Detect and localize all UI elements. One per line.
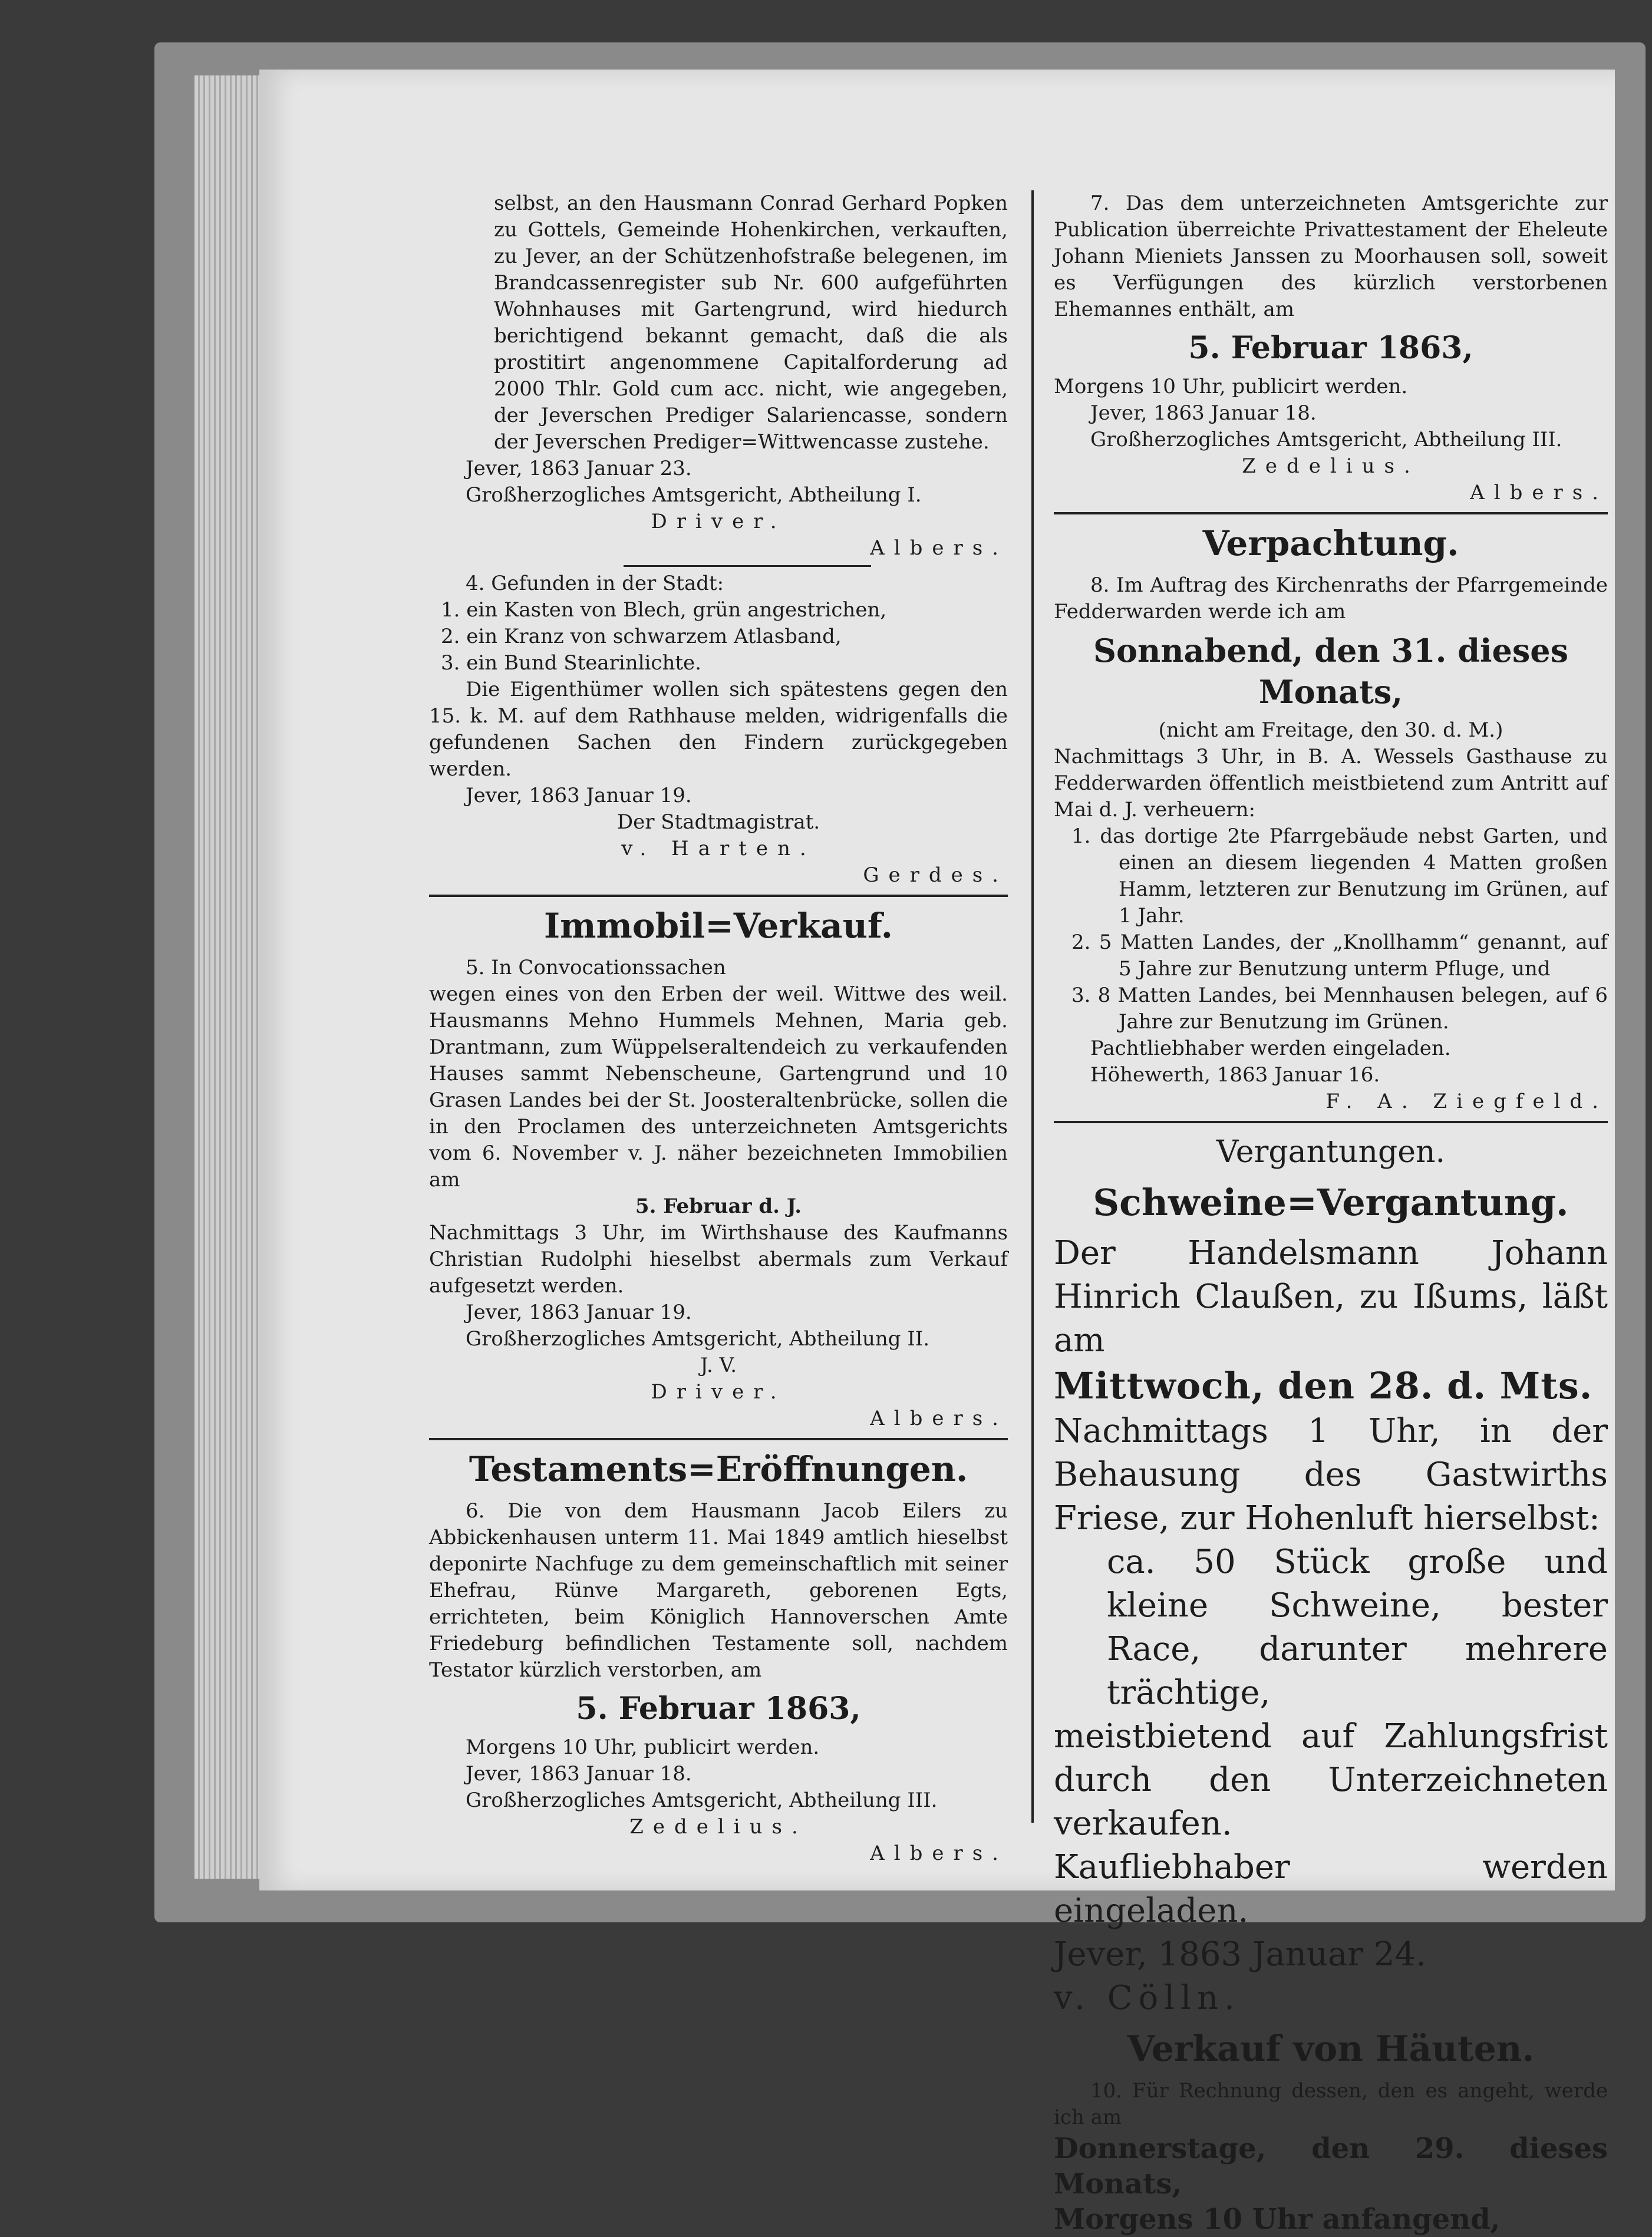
notice-8-signature: F. A. Ziegfeld. [1325,1090,1608,1113]
notice-8-invite: Pachtliebhaber werden eingeladen. [1090,1037,1451,1060]
notice-7-signature-1: Zedelius. [1242,454,1420,478]
notice-5-intro: 5. In Convocationssachen [466,956,726,979]
haeute-heading: Verkauf von Häuten. [1127,2028,1535,2070]
notice-office: Großherzogliches Amtsgericht, Abtheilung I. [466,483,922,507]
notice-8-date: Höhewerth, 1863 Januar 16. [1090,1063,1380,1087]
vergantungen-heading: Vergantungen. [1216,1134,1446,1170]
notice-4-text: Die Eigenthümer wollen sich spätestens gegen den 15. k. M. auf dem Rathhause melden, widrigenfalls die gefundenen Sachen den Findern zurückgegeben werden. [429,678,1008,781]
notice-7-date-big: 5. Februar 1863, [1188,330,1473,366]
notice-continuation: selbst, an den Hausmann Conrad Gerhard Popken zu Gottels, Gemeinde Hohenkirchen, verkauften, zu Jever, an der Schützenhofstraße belegenen, im Brandcassenregister sub Nr. 600 aufgeführten Wohnhauses mit Gartengrund, wird hiedurch berichtigend bekannt gemacht, daß die als prostitirt angenommene Capitalforderung ad 2000 Thlr. Gold cum acc. nicht, wie angegeben, der Jeverschen Prediger Salariencasse, sondern der Jeverschen Prediger=Wittwencasse zustehe. [494,192,1008,454]
notice-4-signature-1: v. Harten. [621,837,816,860]
notice-7-time: Morgens 10 Uhr, publicirt werden. [1054,375,1408,398]
notice-signature-2: Albers. [870,536,1008,560]
notice-4-item: 2. ein Kranz von schwarzem Atlasband, [441,625,842,648]
notice-4-signature-2: Gerdes. [863,863,1008,887]
notice-9-text-4: meistbietend auf Zahlungsfrist durch den Unterzeichneten verkaufen. [1054,1717,1608,1843]
notice-8-date-big: Sonnabend, den 31. dieses Monats, [1093,632,1568,711]
notice-8-item: 3. 8 Matten Landes, bei Mennhausen belegen, auf 6 Jahre zur Benutzung im Grünen. [1071,984,1608,1034]
notice-5-office: Großherzogliches Amtsgericht, Abtheilung II. [466,1327,929,1351]
left-column [429,190,1008,1867]
notice-5-iv: J. V. [700,1354,737,1377]
notice-6-date-big: 5. Februar 1863, [576,1691,861,1727]
notice-8-item: 2. 5 Matten Landes, der „Knollhamm“ genannt, auf 5 Jahre zur Benutzung unterm Pfluge, und [1071,931,1608,981]
notice-10-date-big: Donnerstage, den 29. dieses Monats, [1054,2132,1608,2200]
immobil-heading: Immobil=Verkauf. [544,906,893,946]
notice-date: Jever, 1863 Januar 23. [466,457,692,480]
notice-5-text-2: Nachmittags 3 Uhr, im Wirthshause des Kaufmanns Christian Rudolphi hieselbst abermals zum Verkauf aufgesetzt werden. [429,1221,1008,1298]
notice-9-text-1: Der Handelsmann Johann Hinrich Claußen, zu Ißums, läßt am [1054,1234,1608,1360]
notice-10-time-big: Morgens 10 Uhr anfangend, [1054,2203,1501,2236]
section-rule [1054,1121,1608,1123]
notice-4-intro: 4. Gefunden in der Stadt: [466,572,724,595]
notice-7-office: Großherzogliches Amtsgericht, Abtheilung III. [1090,428,1562,451]
notice-4-date: Jever, 1863 Januar 19. [466,784,692,807]
notice-6-time: Morgens 10 Uhr, publicirt werden. [466,1736,820,1759]
column-divider [1031,190,1034,1823]
section-rule [429,1438,1008,1440]
notice-5-signature-1: Driver. [651,1380,786,1404]
notice-9-date: Jever, 1863 Januar 24. [1054,1935,1426,1974]
notice-8-paren: (nicht am Freitage, den 30. d. M.) [1158,718,1503,742]
notice-9-text-2: Nachmittags 1 Uhr, in der Behausung des Gastwirths Friese, zur Hohenluft hierselbst: [1054,1412,1608,1537]
notice-10-text: 10. Für Rechnung dessen, den es angeht, werde ich am [1054,2079,1608,2129]
notice-9-signature: v. Cölln. [1054,1979,1241,2017]
newspaper-page [259,70,1615,2236]
notice-6-text: 6. Die von dem Hausmann Jacob Eilers zu Abbickenhausen unterm 11. Mai 1849 amtlich hieselbst deponirte Nachfuge zu dem gemeinschaftlich mit seiner Ehefrau, Rünve Margareth, geborenen Egts, errichteten, beim Königlich Hannoverschen Amte Friedeburg befindlichen Testamente soll, nachdem Testator kürzlich verstorben, am [429,1499,1008,1682]
schweine-heading: Schweine=Vergantung. [1093,1181,1569,1224]
notice-4-item: 3. ein Bund Stearinlichte. [441,651,701,675]
section-rule [429,895,1008,897]
notice-7-signature-2: Albers. [1470,481,1608,504]
notice-7-text: 7. Das dem unterzeichneten Amtsgerichte zur Publication überreichte Privattestament der Eheleute Johann Mieniets Janssen zu Moorhausen soll, soweit es Verfügungen des kürzlich verstorbenen Ehemannes enthält, am [1054,192,1608,321]
notice-8-text: 8. Im Auftrag des Kirchenraths der Pfarrgemeinde Fedderwarden werde ich am [1054,573,1608,623]
notice-5-date-big: 5. Februar d. J. [635,1195,802,1218]
notice-6-signature-1: Zedelius. [629,1815,807,1839]
testament-heading: Testaments=Eröffnungen. [469,1449,968,1489]
notice-6-date: Jever, 1863 Januar 18. [466,1762,692,1786]
notice-9-invite: Kaufliebhaber werden eingeladen. [1054,1848,1608,1930]
short-rule [624,565,871,567]
notice-5-signature-2: Albers. [870,1407,1008,1430]
notice-9-text-3: ca. 50 Stück große und kleine Schweine, bester Race, darunter mehrere trächtige, [1107,1543,1608,1712]
notice-5-text: wegen eines von den Erben der weil. Wittwe des weil. Hausmanns Mehno Hummels Mehnen, Maria geb. Drantmann, zum Wüppelseraltendeich zu verkaufenden Hauses sammt Nebenscheune, Gartengrund und 10 Grasen Landes bei der St. Joosteraltenbrücke, sollen die in den Proclamen des unterzeichneten Amtsgerichts vom 6. November v. J. näher bezeichneten Immobilien am [429,982,1008,1192]
notice-signature-1: Driver. [651,510,786,533]
notice-7-date: Jever, 1863 Januar 18. [1090,401,1317,425]
notice-4-item: 1. ein Kasten von Blech, grün angestrichen, [441,598,887,622]
verpachtung-heading: Verpachtung. [1202,523,1459,563]
page-edges [194,75,259,1879]
notice-4-office: Der Stadtmagistrat. [616,810,820,834]
notice-6-office: Großherzogliches Amtsgericht, Abtheilung III. [466,1789,938,1812]
right-column [1054,190,1608,2237]
notice-8-text-2: Nachmittags 3 Uhr, in B. A. Wessels Gasthause zu Fedderwarden öffentlich meistbietend zum Antritt auf Mai d. J. verheuern: [1054,745,1608,821]
notice-8-item: 1. das dortige 2te Pfarrgebäude nebst Garten, und einen an diesem liegenden 4 Matten großen Hamm, letzteren zur Benutzung im Grünen, auf 1 Jahr. [1071,824,1608,928]
notice-5-date: Jever, 1863 Januar 19. [466,1301,692,1324]
notice-9-date-big: Mittwoch, den 28. d. Mts. [1054,1364,1593,1407]
notice-6-signature-2: Albers. [870,1842,1008,1865]
section-rule [1054,512,1608,514]
